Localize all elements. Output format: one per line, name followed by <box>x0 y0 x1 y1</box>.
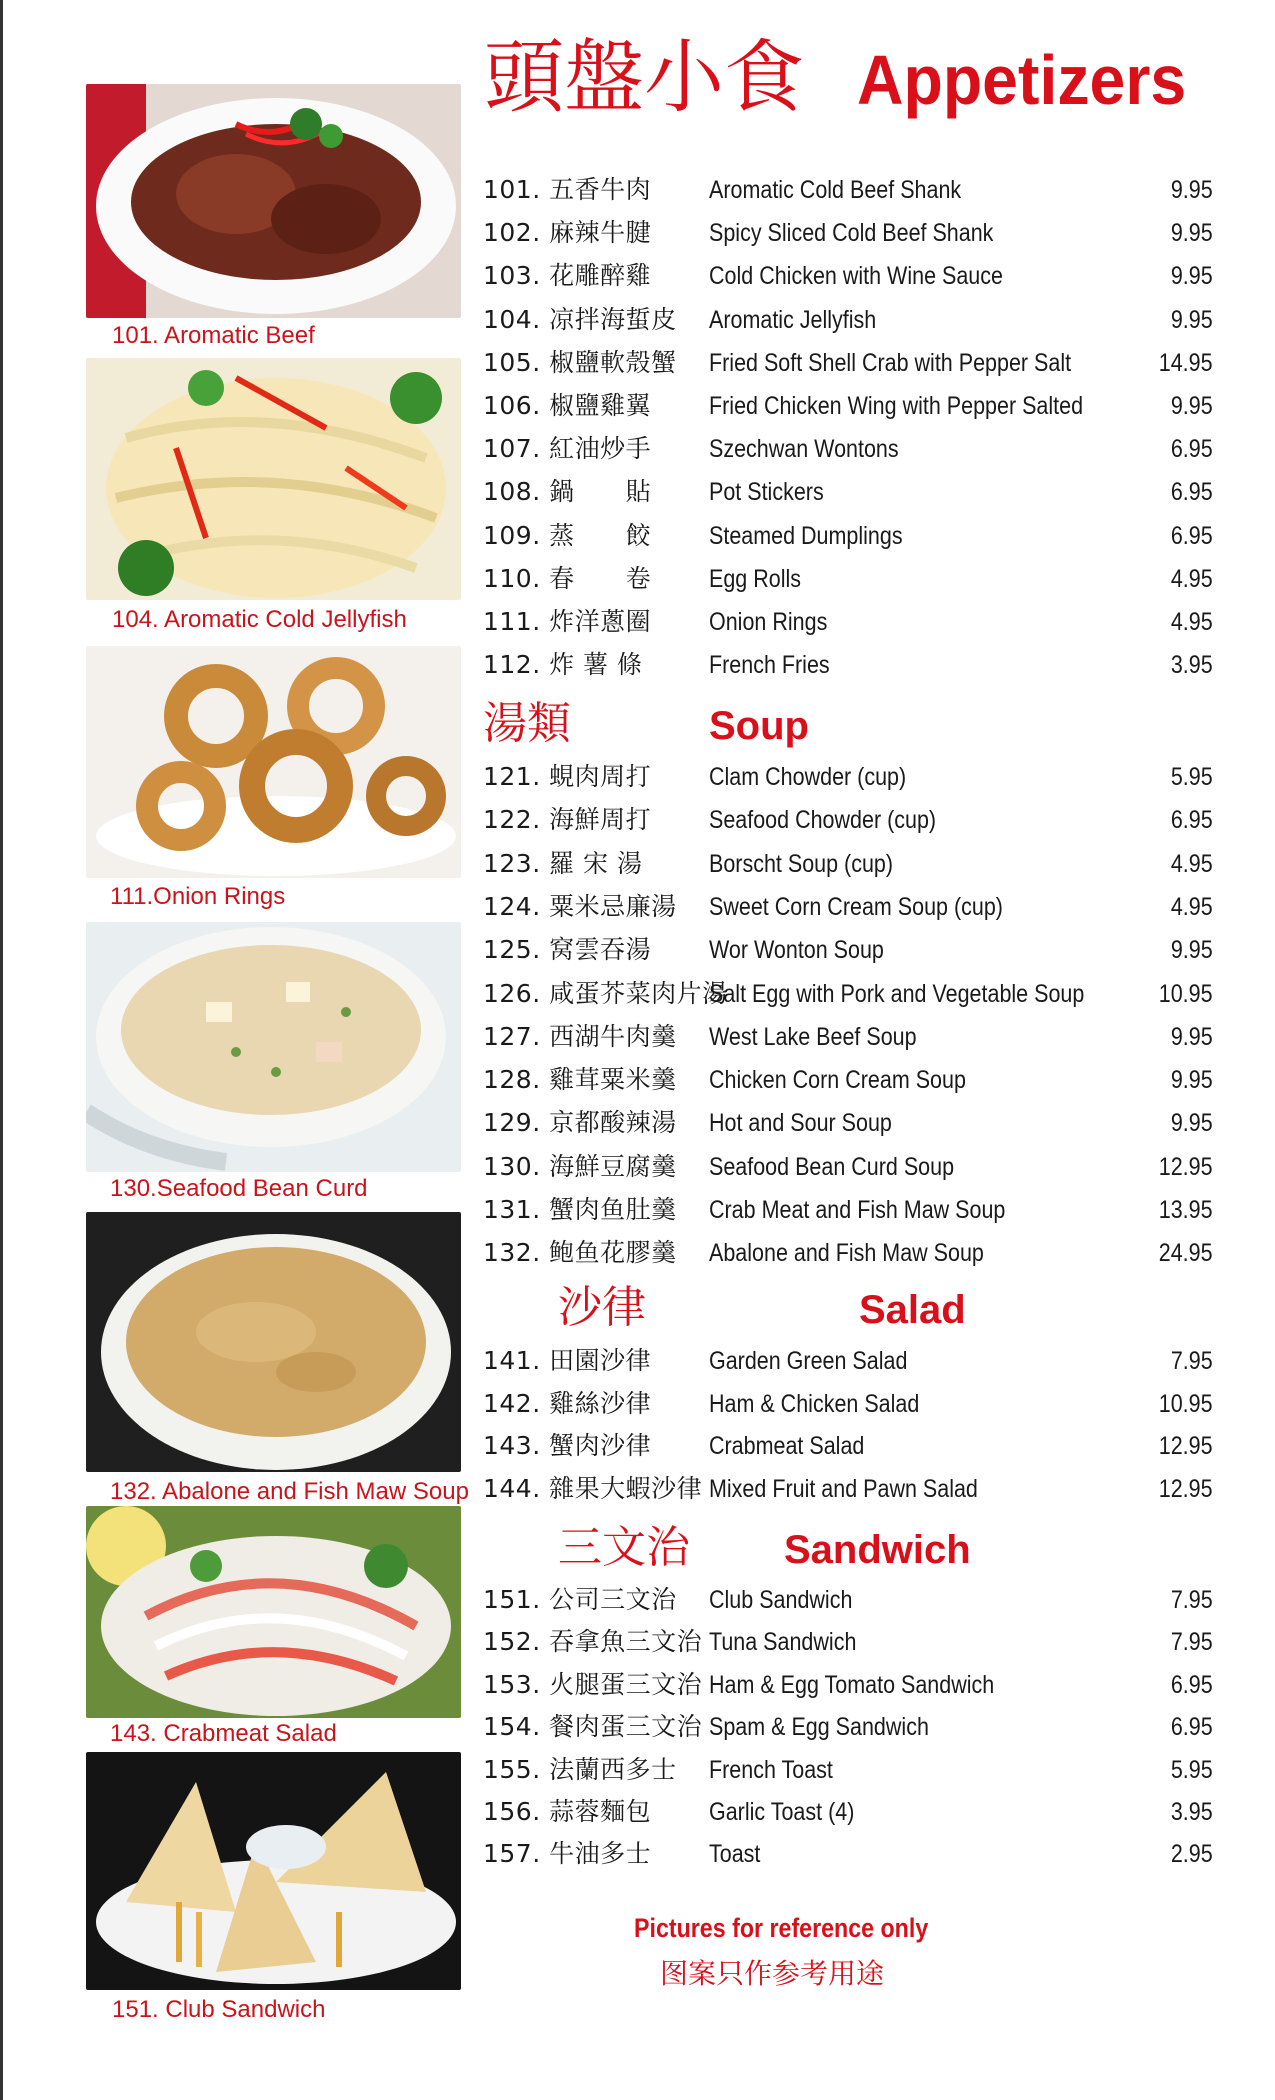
menu-item-name-en: Spicy Sliced Cold Beef Shank <box>709 219 994 248</box>
menu-item-price: 4.95 <box>1171 849 1213 878</box>
menu-item-name-en: Tuna Sandwich <box>709 1628 857 1657</box>
menu-item-price: 7.95 <box>1171 1628 1213 1657</box>
menu-item-name-zh: 130. 海鮮豆腐羹 <box>483 1151 677 1181</box>
menu-item-name-en: Crabmeat Salad <box>709 1432 865 1460</box>
menu-item-name-en: Toast <box>709 1840 761 1869</box>
menu-item-price: 12.95 <box>1159 1432 1213 1460</box>
menu-item-name-zh: 122. 海鮮周打 <box>483 805 652 835</box>
menu-item-name-zh: 111. 炸洋蔥圈 <box>483 607 652 636</box>
sandwich-heading-zh: 三文治 <box>558 1522 690 1573</box>
menu-item-price: 3.95 <box>1171 651 1213 680</box>
menu-item-name-zh: 129. 京都酸辣湯 <box>483 1108 677 1138</box>
photo-caption: 111.Onion Rings <box>110 883 286 910</box>
menu-item <box>483 1428 1213 1464</box>
menu-item-name-en: Egg Rolls <box>709 564 802 593</box>
menu-item <box>483 1192 1213 1228</box>
menu-item-name-zh: 101. 五香牛肉 <box>483 175 652 204</box>
menu-item <box>483 345 1213 381</box>
menu-item <box>483 1235 1213 1271</box>
menu-item-price: 6.95 <box>1171 521 1213 550</box>
menu-item-price: 6.95 <box>1171 1670 1213 1699</box>
photo-caption: 101. Aromatic Beef <box>112 322 315 349</box>
photo-crabmeat-salad <box>86 1506 461 1718</box>
sandwich-heading-en: Sandwich <box>784 1528 971 1572</box>
menu-item-name-en: West Lake Beef Soup <box>709 1022 917 1051</box>
menu-item <box>483 976 1213 1012</box>
menu-item <box>483 518 1213 554</box>
menu-item-name-zh: 143. 蟹肉沙律 <box>483 1431 652 1460</box>
menu-item-name-zh: 127. 西湖牛肉羹 <box>483 1021 677 1051</box>
menu-item-price: 12.95 <box>1159 1152 1213 1181</box>
menu-item-price: 5.95 <box>1171 763 1213 791</box>
menu-item-name-en: Aromatic Cold Beef Shank <box>709 176 962 204</box>
menu-item <box>483 1582 1213 1618</box>
photo-seafood-bean-curd <box>86 922 461 1172</box>
menu-item <box>483 1624 1213 1660</box>
menu-item-name-en: Cold Chicken with Wine Sauce <box>709 262 1003 291</box>
menu-item <box>483 802 1213 838</box>
menu-item-name-en: Seafood Chowder (cup) <box>709 806 937 835</box>
menu-item-name-zh: 105. 椒鹽軟殼蟹 <box>483 347 677 377</box>
menu-item <box>483 932 1213 968</box>
menu-item-price: 4.95 <box>1171 564 1213 593</box>
menu-item-name-zh: 108. 鍋 貼 <box>483 477 652 507</box>
menu-item-name-zh: 103. 花雕醉雞 <box>483 261 652 291</box>
menu-item-name-zh: 157. 牛油多士 <box>483 1839 652 1869</box>
photo-club-sandwich <box>86 1752 461 1990</box>
menu-item-name-en: Onion Rings <box>709 608 828 636</box>
salad-heading-zh: 沙律 <box>558 1282 646 1333</box>
menu-item <box>483 215 1213 251</box>
photo-aromatic-beef <box>86 84 461 318</box>
menu-item-price: 6.95 <box>1171 435 1213 464</box>
menu-item <box>483 1062 1213 1098</box>
menu-item-name-en: Crab Meat and Fish Maw Soup <box>709 1196 1006 1224</box>
menu-item-price: 9.95 <box>1171 305 1213 334</box>
menu-item-name-en: Club Sandwich <box>709 1586 853 1614</box>
menu-item <box>483 1471 1213 1507</box>
menu-item-price: 24.95 <box>1159 1239 1213 1268</box>
menu-item <box>483 1105 1213 1141</box>
menu-item-name-en: Abalone and Fish Maw Soup <box>709 1239 984 1268</box>
menu-item-name-zh: 109. 蒸 餃 <box>483 520 652 550</box>
menu-item-name-zh: 107. 紅油炒手 <box>483 434 652 464</box>
menu-item <box>483 258 1213 294</box>
menu-item <box>483 1343 1213 1379</box>
menu-item-name-zh: 126. 咸蛋芥菜肉片湯 <box>483 978 728 1008</box>
menu-item-price: 5.95 <box>1171 1755 1213 1784</box>
menu-item-price: 12.95 <box>1159 1474 1213 1503</box>
menu-item-price: 6.95 <box>1171 1713 1213 1742</box>
menu-item-name-zh: 125. 窝雲吞湯 <box>483 935 652 965</box>
menu-item-name-en: Salt Egg with Pork and Vegetable Soup <box>709 979 1085 1008</box>
menu-item-name-en: Szechwan Wontons <box>709 435 899 464</box>
menu-item-price: 9.95 <box>1171 936 1213 965</box>
soup-heading-en: Soup <box>709 704 809 748</box>
menu-item <box>483 431 1213 467</box>
menu-item-name-en: Steamed Dumplings <box>709 521 903 550</box>
page-border <box>0 0 3 2100</box>
menu-item-name-en: Ham & Chicken Salad <box>709 1389 920 1418</box>
menu-item <box>483 1752 1213 1788</box>
menu-item-price: 9.95 <box>1171 1066 1213 1095</box>
menu-item-price: 4.95 <box>1171 608 1213 636</box>
menu-item-name-en: Ham & Egg Tomato Sandwich <box>709 1670 995 1699</box>
photo-onion-rings <box>86 646 461 878</box>
menu-item <box>483 846 1213 882</box>
menu-item <box>483 647 1213 683</box>
menu-item-name-zh: 121. 蜆肉周打 <box>483 762 652 791</box>
menu-item-name-zh: 151. 公司三文治 <box>483 1585 677 1614</box>
menu-item-price: 9.95 <box>1171 219 1213 248</box>
menu-item-name-en: Sweet Corn Cream Soup (cup) <box>709 892 1003 921</box>
menu-item-price: 10.95 <box>1159 979 1213 1008</box>
menu-item-price: 9.95 <box>1171 262 1213 291</box>
menu-item-name-en: Wor Wonton Soup <box>709 936 884 965</box>
menu-item-name-en: Aromatic Jellyfish <box>709 305 877 334</box>
menu-item-price: 6.95 <box>1171 478 1213 507</box>
menu-item-name-zh: 153. 火腿蛋三文治 <box>483 1669 703 1699</box>
menu-item-name-zh: 123. 羅 宋 湯 <box>483 848 643 878</box>
menu-item-name-zh: 144. 雜果大蝦沙律 <box>483 1473 703 1503</box>
menu-item-name-zh: 154. 餐肉蛋三文治 <box>483 1712 703 1742</box>
menu-item-name-zh: 142. 雞絲沙律 <box>483 1388 652 1418</box>
menu-item <box>483 1667 1213 1703</box>
menu-item-name-en: Hot and Sour Soup <box>709 1109 892 1138</box>
menu-item <box>483 759 1213 795</box>
photo-caption: 143. Crabmeat Salad <box>110 1720 337 1747</box>
menu-item-name-zh: 124. 粟米忌廉湯 <box>483 891 677 921</box>
menu-item-price: 9.95 <box>1171 1022 1213 1051</box>
menu-item-name-en: Garden Green Salad <box>709 1347 908 1375</box>
menu-item <box>483 1386 1213 1422</box>
menu-item-name-zh: 112. 炸 薯 條 <box>483 650 643 680</box>
menu-item <box>483 561 1213 597</box>
photo-caption: 104. Aromatic Cold Jellyfish <box>112 606 407 633</box>
menu-item <box>483 388 1213 424</box>
menu-item-name-en: Pot Stickers <box>709 478 824 507</box>
menu-item <box>483 889 1213 925</box>
photo-caption: 130.Seafood Bean Curd <box>110 1175 368 1202</box>
menu-item-name-en: French Toast <box>709 1755 833 1784</box>
menu-item-name-en: Chicken Corn Cream Soup <box>709 1066 966 1095</box>
photo-abalone-fish-maw-soup <box>86 1212 461 1472</box>
photo-caption: 151. Club Sandwich <box>112 1996 326 2023</box>
footer-note-en: Pictures for reference only <box>634 1913 929 1943</box>
menu-item <box>483 302 1213 338</box>
menu-item-name-zh: 141. 田園沙律 <box>483 1346 652 1375</box>
menu-item-price: 10.95 <box>1159 1389 1213 1418</box>
salad-heading-en: Salad <box>859 1288 966 1332</box>
menu-item-name-zh: 155. 法蘭西多士 <box>483 1754 677 1784</box>
menu-item-name-zh: 104. 凉拌海蜇皮 <box>483 304 677 334</box>
menu-item-name-en: Borscht Soup (cup) <box>709 849 894 878</box>
menu-item <box>483 1709 1213 1745</box>
menu-item-name-zh: 128. 雞茸粟米羹 <box>483 1065 677 1095</box>
menu-item-name-en: French Fries <box>709 651 830 680</box>
soup-heading-zh: 湯類 <box>483 698 571 749</box>
menu-item <box>483 1019 1213 1055</box>
menu-item-name-en: Fried Chicken Wing with Pepper Salted <box>709 392 1084 420</box>
menu-item-price: 7.95 <box>1171 1347 1213 1375</box>
menu-item-name-zh: 106. 椒鹽雞翼 <box>483 391 652 420</box>
menu-item-name-zh: 110. 春 卷 <box>483 563 652 593</box>
page-title-zh: 頭盤小食 <box>484 31 804 124</box>
menu-item-price: 9.95 <box>1171 176 1213 204</box>
menu-item <box>483 1836 1213 1872</box>
menu-item-name-zh: 102. 麻辣牛腱 <box>483 218 652 248</box>
page-title-en: Appetizers <box>857 41 1187 119</box>
menu-item-price: 13.95 <box>1159 1196 1213 1224</box>
menu-item-price: 2.95 <box>1171 1840 1213 1869</box>
menu-item-price: 4.95 <box>1171 892 1213 921</box>
menu-item-name-zh: 131. 蟹肉鱼肚羹 <box>483 1195 677 1224</box>
photo-aromatic-jellyfish <box>86 358 461 600</box>
menu-item-name-en: Seafood Bean Curd Soup <box>709 1152 955 1181</box>
menu-item <box>483 474 1213 510</box>
photo-caption: 132. Abalone and Fish Maw Soup <box>110 1478 469 1505</box>
menu-item-price: 6.95 <box>1171 806 1213 835</box>
menu-item-name-en: Garlic Toast (4) <box>709 1798 855 1826</box>
menu-item <box>483 1794 1213 1830</box>
menu-item-name-zh: 156. 蒜蓉麵包 <box>483 1797 652 1826</box>
menu-item-price: 9.95 <box>1171 392 1213 420</box>
menu-item-price: 7.95 <box>1171 1586 1213 1614</box>
menu-item-price: 14.95 <box>1159 348 1213 377</box>
menu-item <box>483 172 1213 208</box>
menu-item-name-en: Mixed Fruit and Pawn Salad <box>709 1474 978 1503</box>
menu-item-price: 9.95 <box>1171 1109 1213 1138</box>
menu-item-name-en: Clam Chowder (cup) <box>709 763 907 791</box>
menu-item-price: 3.95 <box>1171 1798 1213 1826</box>
menu-item <box>483 1149 1213 1185</box>
menu-item-name-zh: 152. 吞拿魚三文治 <box>483 1627 703 1657</box>
menu-item-name-en: Spam & Egg Sandwich <box>709 1713 929 1742</box>
menu-item-name-en: Fried Soft Shell Crab with Pepper Salt <box>709 348 1072 377</box>
footer-note-zh: 图案只作参考用途 <box>660 1957 885 1990</box>
menu-item <box>483 604 1213 640</box>
menu-item-name-zh: 132. 鲍鱼花膠羹 <box>483 1238 677 1268</box>
